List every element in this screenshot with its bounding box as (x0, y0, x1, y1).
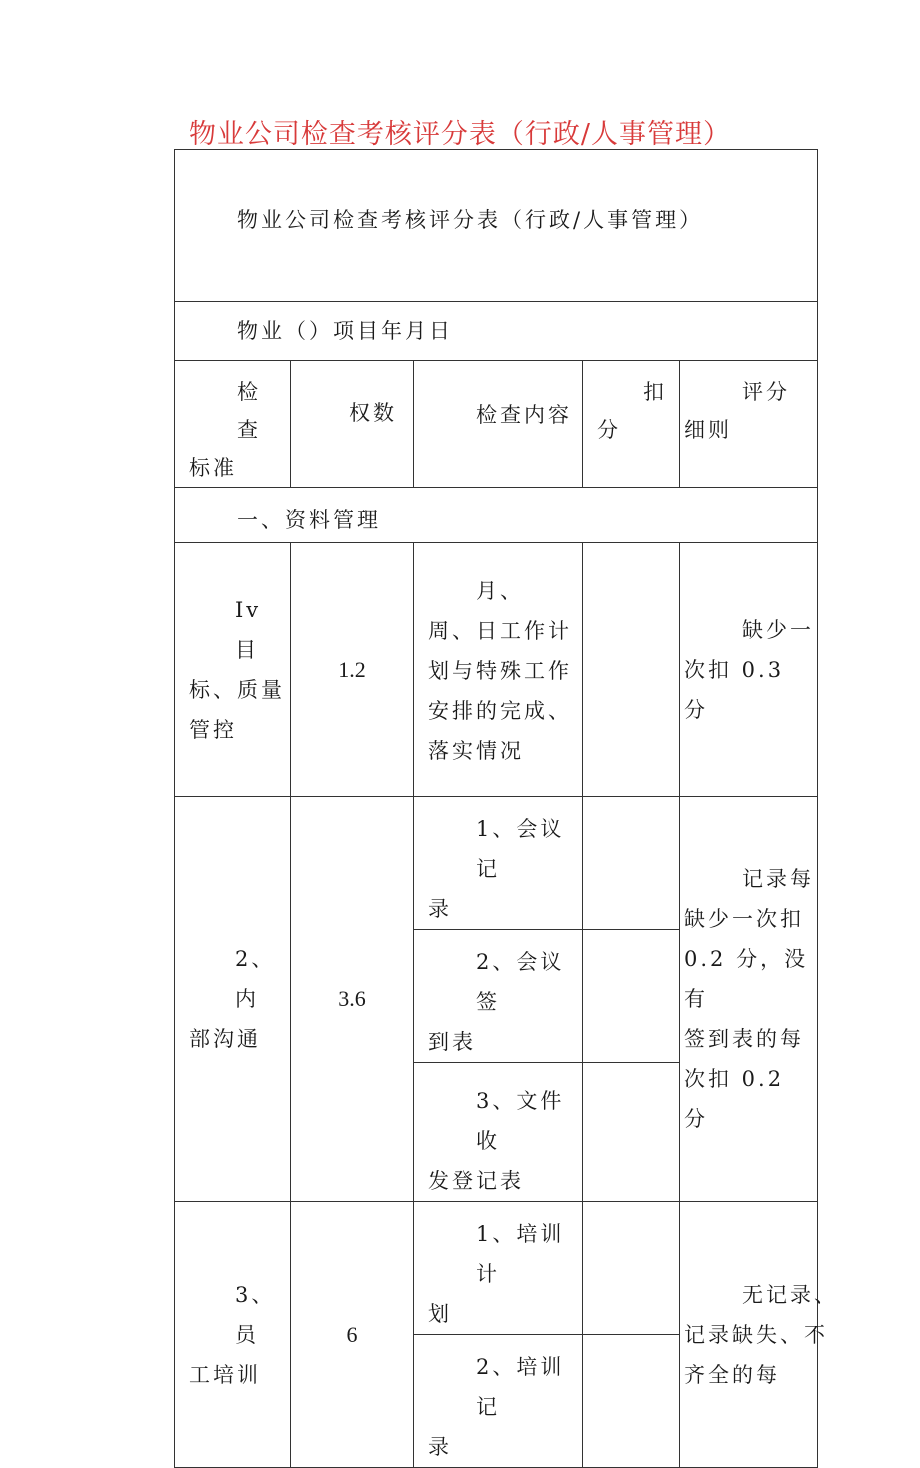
weight-cell: 6 (291, 1202, 414, 1468)
rule-cell: 无记录、 记录缺失、不 齐全的每 (680, 1202, 818, 1468)
content-cell: 3、文件收 发登记表 (414, 1063, 583, 1202)
table-heading: 物业公司检查考核评分表（行政/人事管理） (175, 150, 818, 302)
deduction-cell (583, 797, 680, 930)
evaluation-table (174, 149, 838, 1468)
project-row (175, 302, 818, 361)
content-cell: 1、培训计 划 (414, 1202, 583, 1335)
rule-cell: 记录每 缺少一次扣 0.2 分，没有 签到表的每 次扣 0.2 分 (680, 797, 818, 1202)
weight-cell: 3.6 (291, 797, 414, 1202)
header-weight: 权数 (291, 361, 414, 488)
header-content: 检查内容 (414, 361, 583, 488)
content-cell: 2、培训记 录 (414, 1335, 583, 1468)
deduction-cell (583, 543, 680, 797)
rule-cell: 缺少一 次扣 0.3 分 (680, 543, 818, 797)
table-row (175, 1202, 818, 1335)
header-deduction: 扣 分 (583, 361, 680, 488)
deduction-cell (583, 930, 680, 1063)
weight-cell: 1.2 (291, 543, 414, 797)
standard-cell: 3、员 工培训 (175, 1202, 291, 1468)
section-row (175, 488, 818, 543)
column-header-row (175, 361, 818, 488)
header-rules: 评分 细则 (680, 361, 818, 488)
deduction-cell (583, 1202, 680, 1335)
project-line: 物业（）项目年月日 (175, 302, 818, 361)
standard-cell: Iv 目 标、质量 管控 (175, 543, 291, 797)
standard-cell: 2、内 部沟通 (175, 797, 291, 1202)
header-standard: 检 查 标准 (175, 361, 291, 488)
section-title: 一、资料管理 (175, 488, 818, 543)
table-row (175, 543, 818, 797)
content-cell: 月、 周、日工作计 划与特殊工作 安排的完成、 落实情况 (414, 543, 583, 797)
table-row (175, 797, 818, 930)
deduction-cell (583, 1063, 680, 1202)
content-cell: 2、会议签 到表 (414, 930, 583, 1063)
table-heading-row (175, 150, 818, 302)
document-title: 物业公司检查考核评分表（行政/人事管理） (188, 119, 732, 150)
deduction-cell (583, 1335, 680, 1468)
content-cell: 1、会议记 录 (414, 797, 583, 930)
